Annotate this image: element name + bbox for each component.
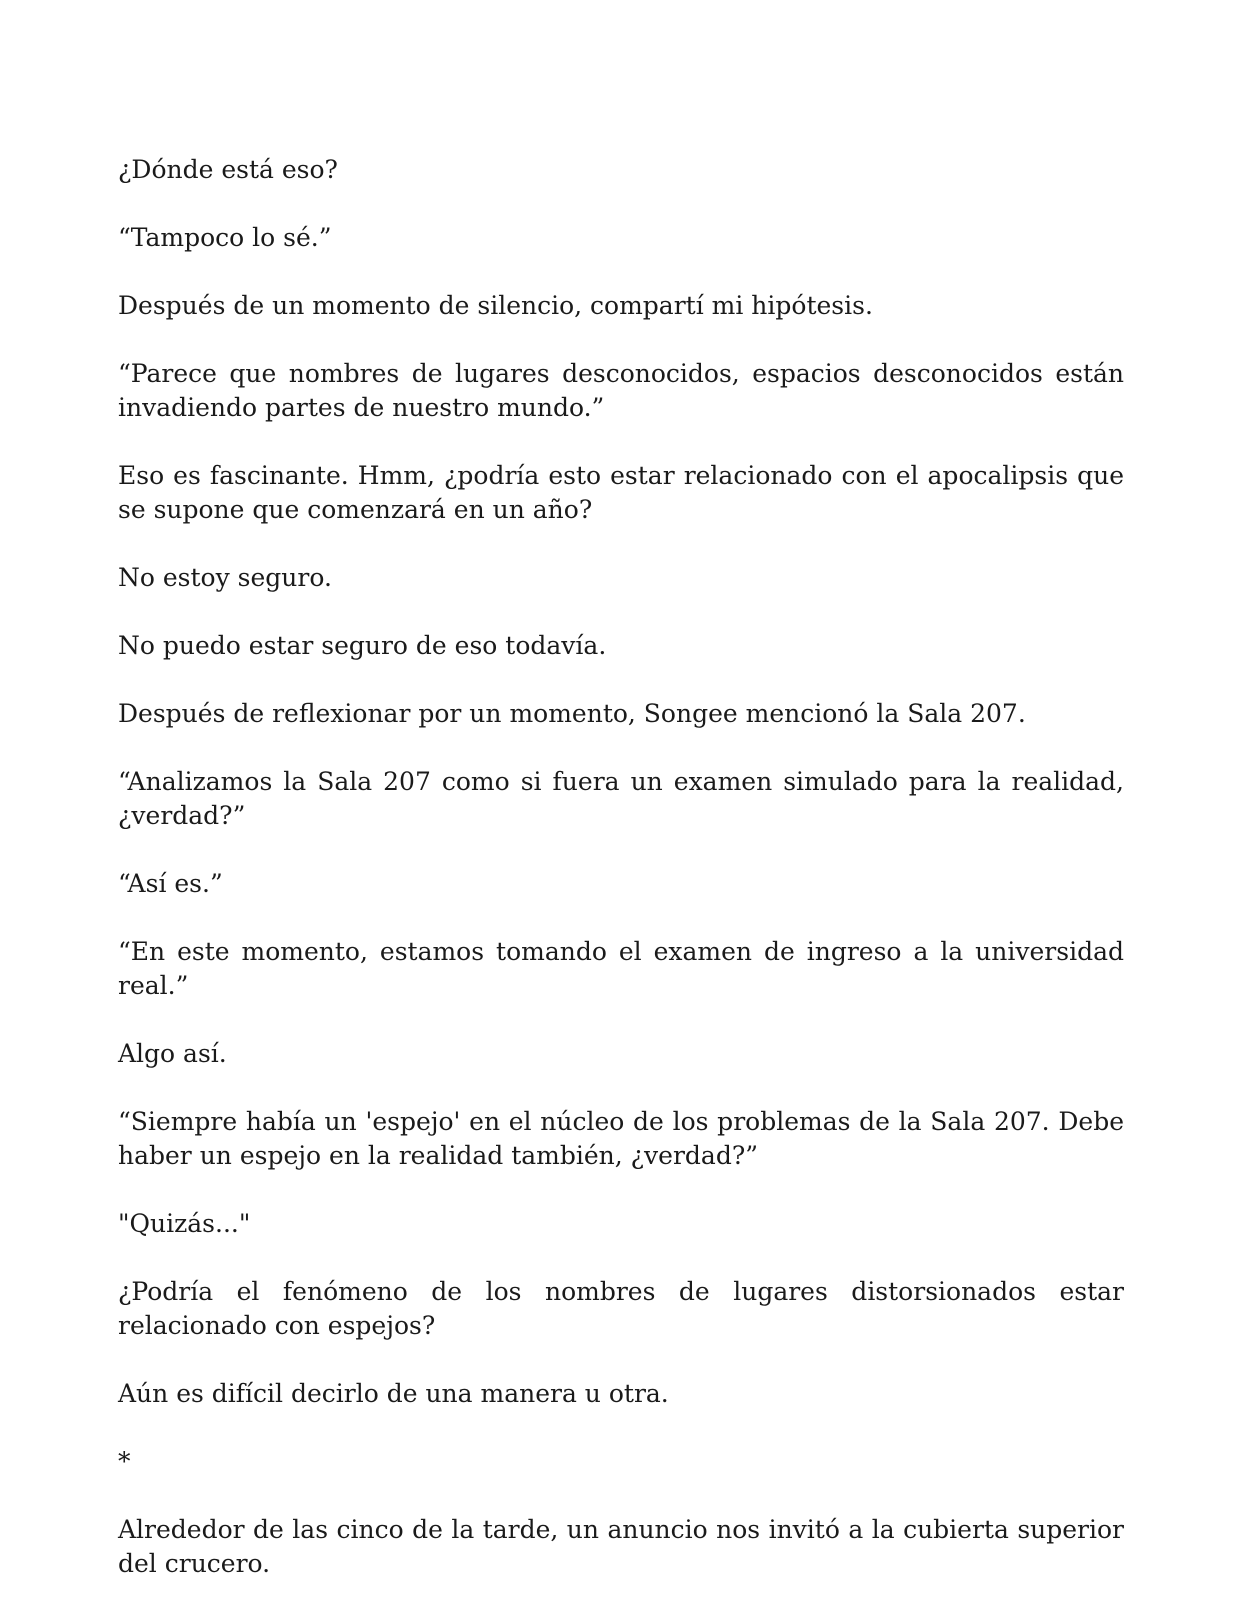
paragraph: "Quizás..." (118, 1209, 251, 1238)
paragraph: ¿Dónde está eso? (118, 155, 338, 184)
paragraph: No estoy seguro. (118, 563, 332, 592)
paragraph: No puedo estar seguro de eso todavía. (118, 631, 607, 660)
paragraph: Después de un momento de silencio, compartí mi hipótesis. (118, 291, 873, 320)
paragraph: Aún es difícil decirlo de una manera u otra. (118, 1379, 669, 1408)
document-body (118, 153, 1124, 1615)
section-break: * (118, 1447, 131, 1476)
paragraph: “Analizamos la Sala 207 como si fuera un examen simulado para la realidad, ¿verdad?” (118, 767, 1124, 830)
paragraph: “Parece que nombres de lugares desconocidos, espacios desconocidos están invadiendo partes de nuestro mundo.” (118, 359, 1124, 422)
paragraph: “Así es.” (118, 869, 223, 898)
paragraph: Alrededor de las cinco de la tarde, un anuncio nos invitó a la cubierta superior del crucero. (118, 1515, 1124, 1578)
paragraph: “Tampoco lo sé.” (118, 223, 332, 252)
paragraph: Eso es fascinante. Hmm, ¿podría esto estar relacionado con el apocalipsis que se supone que comenzará en un año? (118, 461, 1124, 524)
paragraph: ¿Podría el fenómeno de los nombres de lugares distorsionados estar relacionado con espejos? (118, 1277, 1124, 1340)
paragraph: Algo así. (118, 1039, 227, 1068)
paragraph: “En este momento, estamos tomando el examen de ingreso a la universidad real.” (118, 937, 1124, 1000)
paragraph: Después de reflexionar por un momento, Songee mencionó la Sala 207. (118, 699, 1026, 728)
paragraph: “Siempre había un 'espejo' en el núcleo de los problemas de la Sala 207. Debe haber un espejo en la realidad también, ¿verdad?” (118, 1107, 1124, 1170)
